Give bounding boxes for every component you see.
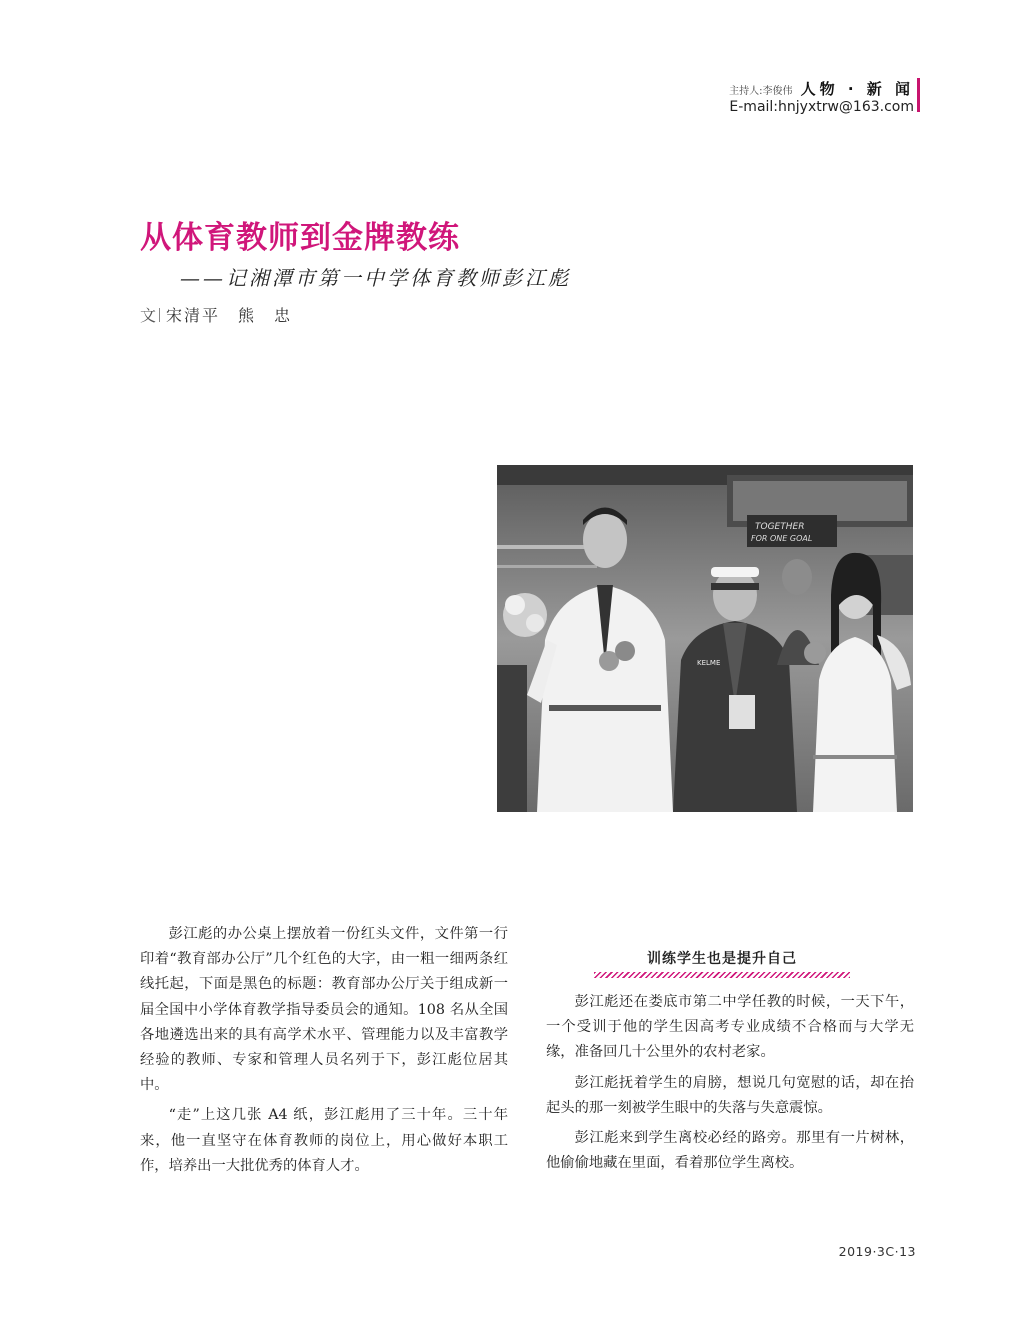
photo-illustration bbox=[497, 465, 913, 812]
paragraph: 彭江彪的办公桌上摆放着一份红头文件，文件第一行印着“教育部办公厅”几个红色的大字，由一粗一细两条红线托起，下面是黑色的标题：教育部办公厅关于组成新一届全国中小学体育教学指导委员会的通知。108 名从全国各地遴选出来的具有高学术水平、管理能力以及丰富教学经验的教师、专家和管理人员名列于下，彭江彪位居其中。 bbox=[140, 926, 508, 1094]
paragraph: 彭江彪还在娄底市第二中学任教的时候，一天下午，一个受训于他的学生因高考专业成绩不合格而与大学无缘，准备回几十公里外的农村老家。 bbox=[546, 994, 914, 1061]
byline-authors: 宋清平 熊 忠 bbox=[166, 306, 293, 325]
page-header bbox=[729, 78, 914, 115]
byline bbox=[140, 303, 292, 326]
column-name: 人物 · 新 闻 bbox=[800, 80, 914, 98]
person-background bbox=[782, 559, 812, 595]
byline-prefix: 文 bbox=[140, 306, 157, 325]
body-column-left bbox=[140, 922, 508, 1184]
body-column-right bbox=[546, 990, 914, 1181]
railing bbox=[497, 665, 527, 812]
banner-text-1: TOGETHER bbox=[755, 522, 805, 532]
header-line bbox=[729, 78, 914, 99]
stand-stripe bbox=[497, 565, 597, 568]
page-folio: 2019·3C·13 bbox=[838, 1244, 916, 1259]
paragraph: “走”上这几张 A4 纸，彭江彪用了三十年。三十年来，他一直坚守在体育教师的岗位上，用心做好本职工作，培养出一大批优秀的体育人才。 bbox=[140, 1107, 508, 1174]
byline-divider bbox=[159, 308, 160, 322]
article-title: 从体育教师到金牌教练 bbox=[140, 220, 460, 256]
flower bbox=[505, 595, 525, 615]
header-accent-bar bbox=[917, 78, 920, 112]
paragraph: 彭江彪来到学生离校必经的路旁。那里有一片树林，他偷偷地藏在里面，看着那位学生离校。 bbox=[546, 1130, 914, 1172]
jacket-brand: KELME bbox=[697, 659, 721, 667]
section-heading-rule bbox=[594, 972, 850, 978]
flower bbox=[526, 614, 544, 632]
paragraph: 彭江彪抚着学生的肩膀，想说几句宽慰的话，却在抬起头的那一刻被学生眼中的失落与失意震惊。 bbox=[546, 1074, 914, 1116]
article-photo bbox=[497, 465, 913, 812]
article-subtitle: ——记湘潭市第一中学体育教师彭江彪 bbox=[180, 266, 571, 290]
header-email[interactable]: E-mail:hnjyxtrw@163.com bbox=[729, 99, 914, 115]
host-label: 主持人:李俊伟 bbox=[729, 86, 793, 97]
banner-text-2: FOR ONE GOAL bbox=[751, 534, 813, 543]
section-heading: 训练学生也是提升自己 bbox=[647, 951, 797, 967]
